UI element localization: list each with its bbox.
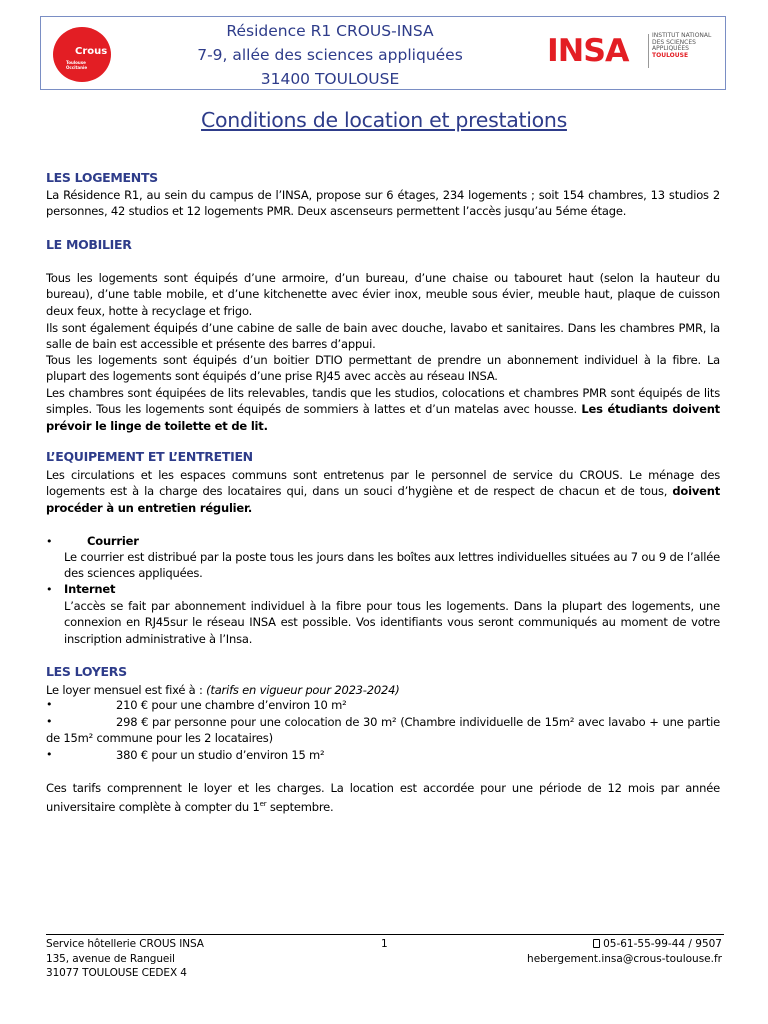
heading-mobilier: LE MOBILIER	[46, 237, 132, 252]
internet-text: L’accès se fait par abonnement individuel à la fibre pour tous les logements. Dans la plupart des logements, une connexion en RJ45sur le réseau INSA est possible. Vos identifiants vous seront communiqués au moment de votre inscription administrative à l’Insa.	[64, 599, 720, 646]
crous-logo-brand: Crous	[75, 46, 108, 57]
bullet: •	[46, 535, 53, 548]
bullet: •	[46, 698, 53, 711]
heading-loyers: LES LOYERS	[46, 664, 127, 679]
footer-service: Service hôtellerie CROUS INSA	[46, 938, 204, 950]
mobilier-paragraph-4: Les chambres sont équipées de lits relevables, tandis que les studios, colocations et chambres PMR sont équipés de lits simples. Tous les logements sont équipés de sommiers à lattes et d’un matelas avec housse. Les étudiants doivent prévoir le linge de toilette et de lit.	[46, 386, 720, 433]
loyers-intro: Le loyer mensuel est fixé à : (tarifs en vigueur pour 2023-2024)	[46, 683, 400, 697]
courrier-text: Le courrier est distribué par la poste tous les jours dans les boîtes aux lettres individuelles situées au 7 ou 9 de l’allée des sciences appliquées.	[64, 550, 720, 581]
internet-label: Internet	[64, 582, 116, 596]
bullet: •	[46, 583, 53, 596]
bullet: •	[46, 748, 53, 761]
street-address: 7-9, allée des sciences appliquées	[197, 46, 463, 64]
bullet: •	[46, 715, 53, 728]
rent-item-chambre: 210 € pour une chambre d’environ 10 m²	[116, 698, 347, 712]
residence-name: Résidence R1 CROUS-INSA	[226, 22, 434, 40]
footer-phone: 05-61-55-99-44 / 9507	[603, 938, 722, 950]
page-number: 1	[381, 938, 388, 950]
footer-city: 31077 TOULOUSE CEDEX 4	[46, 967, 187, 979]
insa-logo-separator	[648, 34, 649, 68]
crous-logo	[53, 27, 111, 82]
page-title: Conditions de location et prestations	[201, 108, 567, 132]
logements-text: La Résidence R1, au sein du campus de l’INSA, propose sur 6 étages, 234 logements ; soit 154 chambres, 13 studios 2 personnes, 42 studios et 12 logements PMR. Deux ascenseurs permettent l’accès jusqu’au 5éme étage.	[46, 188, 720, 219]
footer-rule	[46, 934, 724, 935]
footer-contact	[527, 937, 722, 966]
insa-logo-text: INSTITUT NATIONAL DES SCIENCES APPLIQUÉES TOULOUSE	[652, 32, 712, 59]
footer-street: 135, avenue de Rangueil	[46, 952, 175, 965]
rent-item-studio: 380 € pour un studio d’environ 15 m²	[116, 748, 325, 762]
insa-logo-word: INSA	[547, 33, 629, 69]
rent-item-colocation: 298 € par personne pour une colocation de 30 m² (Chambre individuelle de 15m² avec lavabo + une partie de 15m² commune pour les 2 locataires)	[46, 715, 720, 746]
linen-notice: Les étudiants doivent prévoir le linge de toilette et de lit.	[46, 402, 720, 433]
city-address: 31400 TOULOUSE	[260, 70, 400, 88]
heading-logements: LES LOGEMENTS	[46, 170, 158, 185]
mobilier-paragraph-3: Tous les logements sont équipés d’un boitier DTIO permettant de prendre un abonnement individuel à la fibre. La plupart des logements sont équipés d’une prise RJ45 avec accès au réseau INSA.	[46, 353, 720, 384]
cleaning-notice: doivent procéder à un entretien régulier.	[46, 484, 720, 515]
mobilier-paragraph-1: Tous les logements sont équipés d’une armoire, d’un bureau, d’une chaise ou tabouret haut (selon la hauteur du bureau), d’une table mobile, et d’une kitchenette avec évier inox, meuble sous évier, meuble haut, plaque de cuisson deux feux, hotte à recyclage et frigo.	[46, 271, 720, 318]
mobilier-paragraph-2: Ils sont également équipés d’une cabine de salle de bain avec douche, lavabo et sanitaires. Dans les chambres PMR, la salle de bain est accessible et présente des barres d’appui.	[46, 321, 720, 352]
loyers-closing: Ces tarifs comprennent le loyer et les charges. La location est accordée pour une période de 12 mois par année universitaire complète à compter du 1er septembre.	[46, 781, 720, 815]
crous-logo-sub: Toulouse Occitanie	[66, 60, 88, 70]
courrier-label: Courrier	[87, 534, 139, 548]
footer-email: hebergement.insa@crous-toulouse.fr	[527, 952, 722, 965]
equipement-text: Les circulations et les espaces communs sont entretenus par le personnel de service du CROUS. Le ménage des logements est à la charge des locataires qui, dans un souci d’hygiène et de respect de chacun et de tous, doivent procéder à un entretien régulier.	[46, 468, 720, 515]
phone-icon	[593, 939, 600, 948]
header-address	[140, 19, 520, 91]
tariff-period: (tarifs en vigueur pour 2023-2024)	[206, 683, 400, 697]
footer-address	[46, 937, 204, 981]
heading-equipement: L’EQUIPEMENT ET L’ENTRETIEN	[46, 449, 253, 464]
insa-logo	[547, 31, 722, 71]
